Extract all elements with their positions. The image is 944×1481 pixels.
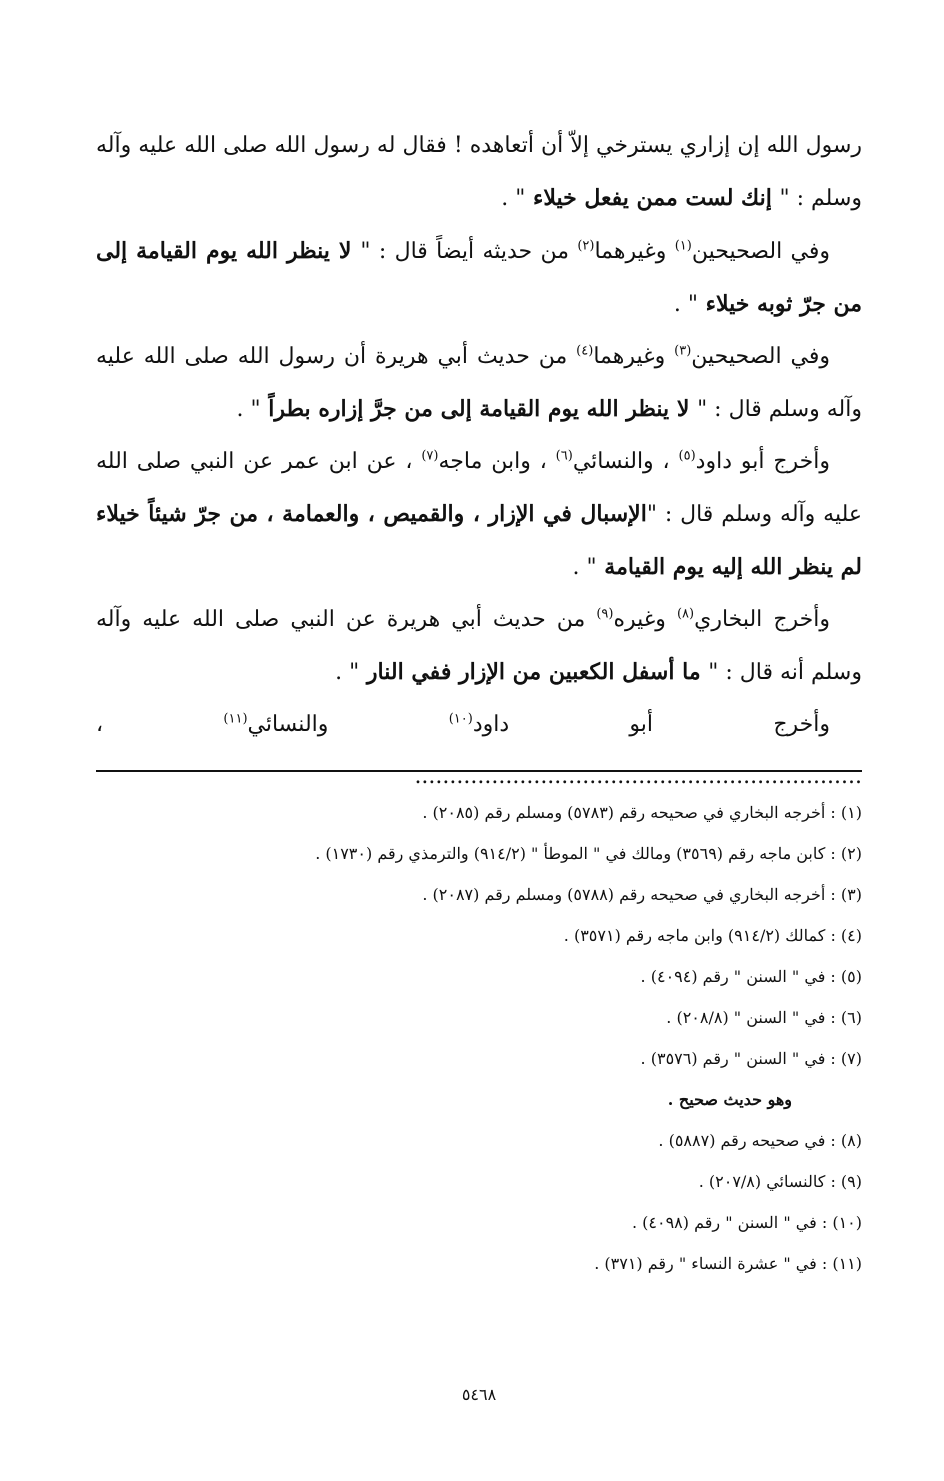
paragraph-text: من حديثه أيضاً قال : " [360, 239, 578, 264]
footnote-1: (١) : أخرجه البخاري في صحيحه رقم (٥٧٨٣) ومسلم رقم (٢٠٨٥) . [422, 803, 862, 822]
paragraph-text: وأخرج البخاري [694, 607, 830, 632]
paragraph-2 [96, 225, 862, 331]
paragraph-text: ، والنسائي [572, 449, 679, 474]
paragraph-text: وغيره [613, 607, 677, 632]
footnote-ref[interactable]: (٤) [576, 343, 594, 359]
footnote-ref[interactable]: (٥) [678, 448, 696, 464]
footnote-ref[interactable]: (٦) [555, 448, 573, 464]
footnote-6: (٦) : في " السنن " (٢٠٨/٨) . [666, 1008, 862, 1027]
paragraph-text: ، وابن ماجه [438, 449, 556, 474]
quote-end: " . [236, 397, 261, 422]
paragraph-text: وغيرهما [593, 344, 675, 369]
book-page [96, 120, 862, 1420]
footnote-4: (٤) : كمالك (٩١٤/٢) وابن ماجه رقم (٣٥٧١) . [563, 926, 862, 945]
paragraph-text: ، عن ابن عمر عن النبي صلى الله عليه وآله وسلم قال : " [96, 449, 862, 527]
paragraph-3 [96, 331, 862, 436]
footnote-11: (١١) : في " عشرة النساء " رقم (٣٧١) . [594, 1254, 862, 1273]
footnote-divider [96, 770, 862, 772]
paragraph-text: والنسائي [247, 712, 449, 737]
quote-end: " . [673, 292, 698, 317]
footnote-3: (٣) : أخرجه البخاري في صحيحه رقم (٥٧٨٨) ومسلم رقم (٢٠٨٧) . [422, 885, 862, 904]
paragraph-text: من حديث أبي هريرة أن رسول الله صلى الله عليه وآله وسلم قال : " [96, 344, 862, 422]
paragraph-4 [96, 436, 862, 594]
main-text [96, 120, 862, 803]
hadith-quote: إنك لست ممن يفعل خيلاء [525, 185, 780, 211]
paragraph-text: وأخرج أبو داود [472, 712, 830, 737]
footnote-ref[interactable]: (٢) [577, 238, 595, 254]
footnote-5: (٥) : في " السنن " رقم (٤٠٩٤) . [640, 967, 862, 986]
paragraph-text: وفي الصحيحين [691, 239, 830, 264]
footnote-9: (٩) : كالنسائي (٢٠٧/٨) . [698, 1172, 862, 1191]
footnote-ref[interactable]: (٩) [596, 606, 614, 622]
footnote-8: (٨) : في صحيحه رقم (٥٨٨٧) . [658, 1131, 862, 1150]
footnote-ref[interactable]: (٣) [674, 343, 692, 359]
footnote-ref[interactable]: (١١) [223, 711, 248, 727]
hadith-quote: الإسبال في الإزار ، والقميص ، والعمامة ، من جرّ شيئاً خيلاء لم ينظر الله إليه يوم القيامة [96, 501, 862, 580]
paragraph-text: رسول الله إن إزاري يسترخي إلاّ أن أتعاهده ! فقال له رسول الله صلى الله عليه وآله وسلم : " [96, 133, 862, 211]
paragraph-text: ، [96, 712, 224, 737]
footnote-2: (٢) : كابن ماجه رقم (٣٥٦٩) ومالك في " الموطأ " (٩١٤/٢) والترمذي رقم (١٧٣٠) . [315, 844, 862, 863]
paragraph-1 [96, 120, 862, 225]
footnote-ref[interactable]: (١) [674, 238, 692, 254]
hadith-quote: لا ينظر الله يوم القيامة إلى من جرَّ إزاره بطراً [260, 396, 698, 422]
paragraph-text: من حديث أبي هريرة عن النبي صلى الله عليه وآله وسلم أنه قال : " [96, 607, 862, 685]
paragraph-text: وفي الصحيحين [691, 344, 830, 369]
quote-end: " . [572, 555, 597, 580]
page-number: ٥٤٦٨ [461, 1385, 497, 1404]
footnote-ref[interactable]: (٧) [421, 448, 439, 464]
footnote-10: (١٠) : في " السنن " رقم (٤٠٩٨) . [631, 1213, 862, 1232]
paragraph-6 [96, 699, 862, 803]
hadith-quote: ما أسفل الكعبين من الإزار ففي النار [359, 659, 709, 685]
footnote-7: (٧) : في " السنن " رقم (٣٥٧٦) . [640, 1049, 862, 1068]
footnote-note: وهو حديث صحيح . [667, 1090, 792, 1109]
quote-end: " . [501, 186, 526, 211]
footnote-ref[interactable]: (٨) [676, 606, 695, 622]
continuation-dots: ................................................................ [414, 764, 862, 789]
paragraph-text: وأخرج أبو داود [695, 449, 830, 474]
paragraph-text: وغيرهما [594, 239, 675, 264]
paragraph-5 [96, 594, 862, 699]
quote-end: " . [335, 660, 360, 685]
hadith-quote: لا ينظر الله يوم القيامة إلى من جرّ ثوبه خيلاء [96, 238, 862, 317]
footnotes-section [96, 792, 862, 1284]
footnote-ref[interactable]: (١٠) [448, 711, 473, 727]
